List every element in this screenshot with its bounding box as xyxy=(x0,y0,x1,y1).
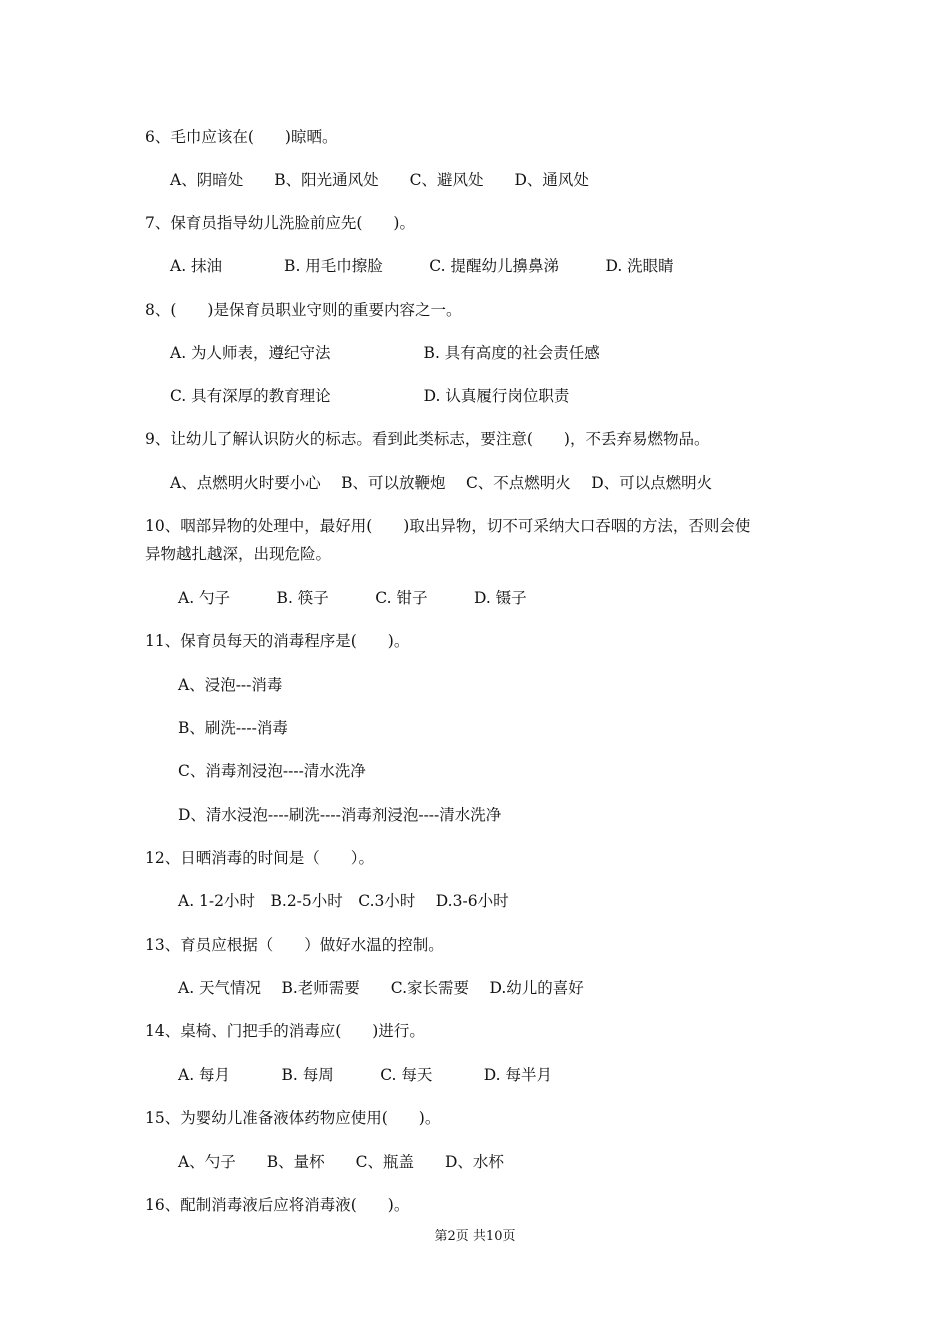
question-13: 13、育员应根据（ ）做好水温的控制。 xyxy=(145,936,444,954)
question-15: 15、为婴幼儿准备液体药物应使用( )。 xyxy=(145,1109,441,1127)
question-10-continued: 异物越扎越深，出现危险。 xyxy=(145,545,332,563)
question-6: 6、毛巾应该在( )晾晒。 xyxy=(145,128,338,146)
question-14: 14、桌椅、门把手的消毒应( )进行。 xyxy=(145,1022,425,1040)
question-10-options: A. 勺子 B. 筷子 C. 钳子 D. 镊子 xyxy=(178,589,527,607)
question-7: 7、保育员指导幼儿洗脸前应先( )。 xyxy=(145,214,415,232)
question-8-options-ab: A. 为人师表，遵纪守法 B. 具有高度的社会责任感 xyxy=(170,344,600,362)
question-11-option-c: C、消毒剂浸泡----清水洗净 xyxy=(178,762,366,780)
question-14-options: A. 每月 B. 每周 C. 每天 D. 每半月 xyxy=(178,1066,553,1084)
question-11-option-b: B、刷洗----消毒 xyxy=(178,719,288,737)
question-11: 11、保育员每天的消毒程序是( )。 xyxy=(145,632,410,650)
question-8: 8、( )是保育员职业守则的重要内容之一。 xyxy=(145,301,462,319)
question-9-options: A、点燃明火时要小心 B、可以放鞭炮 C、不点燃明火 D、可以点燃明火 xyxy=(170,474,713,492)
question-7-options: A. 抹油 B. 用毛巾擦脸 C. 提醒幼儿擤鼻涕 D. 洗眼睛 xyxy=(170,257,674,275)
question-10: 10、咽部异物的处理中，最好用( )取出异物，切不可采纳大口吞咽的方法，否则会使 xyxy=(145,517,751,535)
question-15-options: A、勺子 B、量杯 C、瓶盖 D、水杯 xyxy=(178,1153,504,1171)
question-8-options-cd: C. 具有深厚的教育理论 D. 认真履行岗位职责 xyxy=(170,387,570,405)
question-11-option-a: A、浸泡---消毒 xyxy=(178,676,283,694)
question-6-options: A、阴暗处 B、阳光通风处 C、避风处 D、通风处 xyxy=(170,171,589,189)
question-9: 9、让幼儿了解认识防火的标志。看到此类标志，要注意( )，不丢弃易燃物品。 xyxy=(145,430,710,448)
question-11-option-d: D、清水浸泡----刷洗----消毒剂浸泡----清水洗净 xyxy=(178,806,502,824)
question-12-options: A. 1-2小时 B.2-5小时 C.3小时 D.3-6小时 xyxy=(178,892,509,910)
question-12: 12、日晒消毒的时间是（ ）。 xyxy=(145,849,374,867)
question-13-options: A. 天气情况 B.老师需要 C.家长需要 D.幼儿的喜好 xyxy=(178,979,584,997)
page-footer: 第2页 共10页 xyxy=(434,1229,516,1244)
question-16: 16、配制消毒液后应将消毒液( )。 xyxy=(145,1196,410,1214)
